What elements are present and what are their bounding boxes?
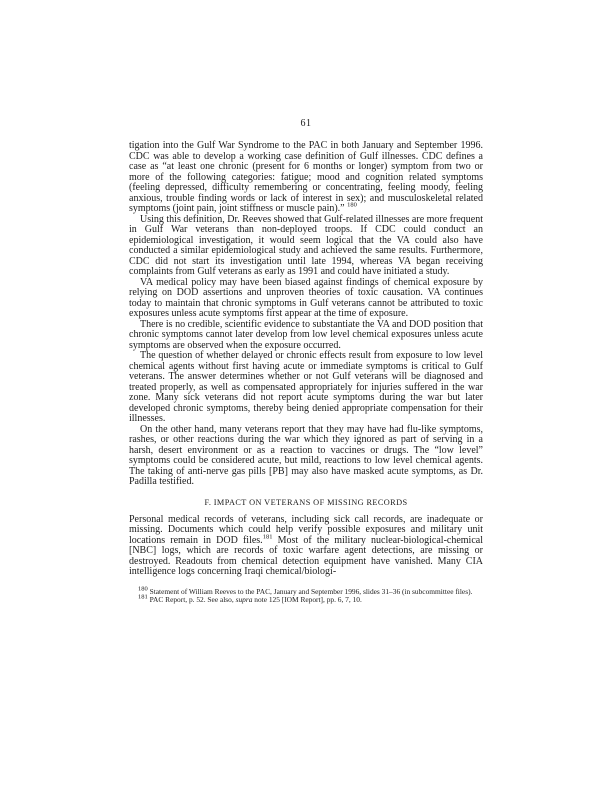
footnotes-block <box>129 585 483 604</box>
text-run: Most of the military nuclear-biological-chemical [NBC] logs, which are records of toxic warfare agent detections, are missing or destroyed. Readouts from chemical detection equipment have vanished. Many CIA intelligence logs concerning Iraqi chemical/biologi- <box>129 534 483 577</box>
footnote <box>129 593 483 604</box>
footnote-marker: 181 <box>262 533 273 541</box>
text-run: Using this definition, Dr. Reeves showed that Gulf-related illnesses are more frequent in Gulf War veterans than non-deployed troops. If CDC could conduct an epidemiological investigation, it would seem logical that the VA could also have conducted a similar epidemiological study and achieved the same results. Furthermore, CDC did not start its investigation until late 1994, whereas VA began receiving complaints from Gulf veterans as early as 1991 and could have initiated a study. <box>129 213 483 277</box>
body-paragraph <box>129 515 483 578</box>
page-content <box>129 118 483 604</box>
footnote-marker: 180 <box>347 201 357 209</box>
text-run: VA medical policy may have been biased against findings of chemical exposure by relying on DOD assertions and unproven theories of toxic causation. VA continues today to maintain that chronic symptoms in Gulf veterans cannot be attributed to toxic exposures unless acute symptoms first appear at the time of exposure. <box>129 276 483 319</box>
text-run: Personal medical records of veterans, including sick call records, are inadequate or missing. Documents which could help verify possible exposures and military unit locations remain in DOD files. <box>129 513 483 546</box>
page-number: 61 <box>300 118 312 129</box>
body-paragraph <box>129 141 483 215</box>
body-paragraph <box>129 278 483 320</box>
text-run: Statement of William Reeves to the PAC, January and September 1996, slides 31–36 (in subcommittee files). <box>147 586 473 596</box>
text-run: PAC Report, p. 52. See also, <box>147 594 236 604</box>
text-run: supra <box>235 594 253 604</box>
text-run: The question of whether delayed or chronic effects result from exposure to low level chemical agents without first having acute or immediate symptoms is critical to Gulf veterans. The answer determines whether or not Gulf veterans will be diagnosed and treated properly, as well as compensated appropriately for injuries suffered in the war zone. Many sick veterans did not report acute symptoms during the war but later developed chronic symptoms, thereby being denied appropriate compensation for their illnesses. <box>129 350 483 424</box>
body-paragraph <box>129 320 483 352</box>
body-paragraph <box>129 425 483 488</box>
body-text-bottom <box>129 515 483 578</box>
body-text-top <box>129 141 483 488</box>
footnote-marker: 181 <box>138 593 148 601</box>
body-paragraph <box>129 351 483 425</box>
text-run: note 125 [IOM Report], pp. 6, 7, 10. <box>252 594 362 604</box>
text-run: tigation into the Gulf War Syndrome to the PAC in both January and September 1996. CDC was able to develop a working case definition of Gulf illnesses. CDC defines a case as “at least one chronic (present for 6 months or longer) symptom from two or more of the following categories: fatigue; mood and cognition related symptoms (feeling depressed, difficulty remembering or concentrating, feeling moody, feeling anxious, trouble finding words or lack of interest in sex); and musculoskeletal related symptoms (joint pain, joint stiffness or muscle pain).” <box>129 140 483 214</box>
footnote-marker: 180 <box>138 585 148 593</box>
body-paragraph <box>129 215 483 278</box>
section-heading: F. IMPACT ON VETERANS OF MISSING RECORDS <box>204 497 408 507</box>
text-run: On the other hand, many veterans report that they may have had flu-like symptoms, rashes, or other reactions during the war which they ignored as part of serving in a harsh, desert environment or as a reaction to vaccines or drugs. The “low level” symptoms could be considered acute, but mild, reactions to low level chemical agents. The taking of anti-nerve gas pills [PB] may also have masked acute symptoms, as Dr. Padilla testified. <box>129 423 483 487</box>
text-run: There is no credible, scientific evidence to substantiate the VA and DOD position that chronic symptoms cannot later develop from low level chemical exposures unless acute symptoms are observed when the exposure occurred. <box>129 318 483 351</box>
